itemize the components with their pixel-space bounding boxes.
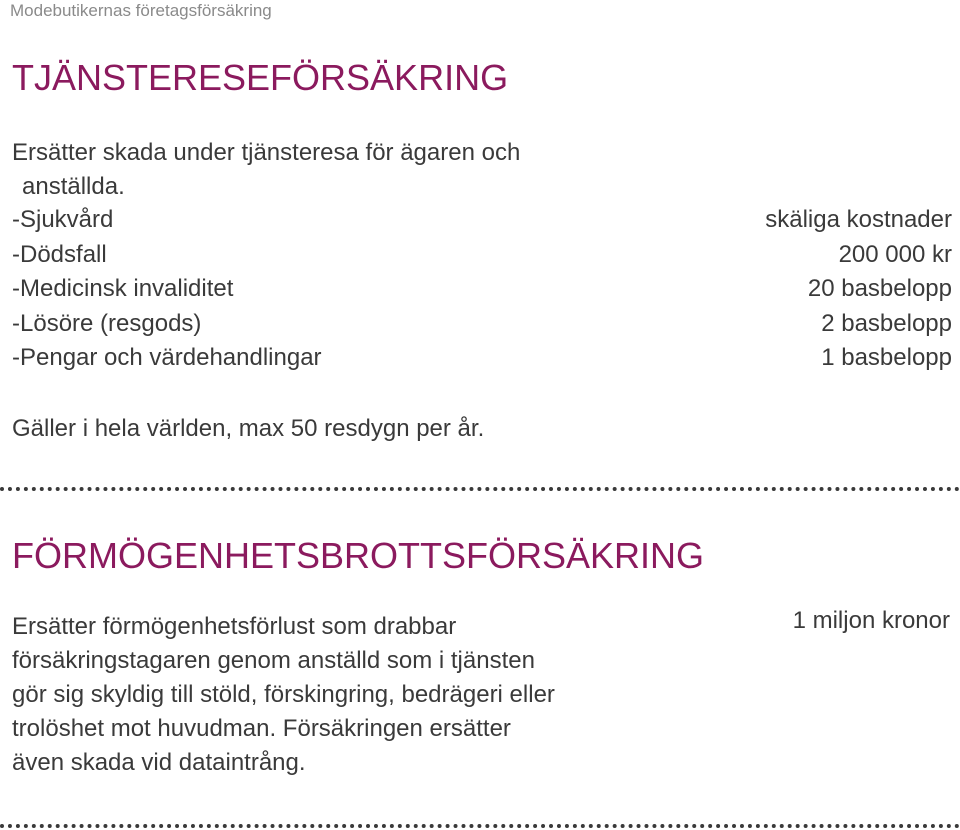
crime-line: trolöshet mot huvudman. Försäkringen ersätter — [12, 715, 511, 742]
section-title-travel-insurance: TJÄNSTERESEFÖRSÄKRING — [12, 57, 509, 98]
coverage-item — [12, 307, 952, 342]
dotted-divider — [0, 824, 960, 828]
coverage-item — [12, 341, 952, 376]
coverage-item — [12, 203, 952, 238]
crime-description — [12, 610, 652, 780]
crime-line: även skada vid dataintrång. — [12, 749, 306, 776]
coverage-label: -Pengar och värdehandlingar — [12, 344, 322, 371]
coverage-label: -Sjukvård — [12, 206, 114, 233]
coverage-list — [12, 203, 952, 376]
coverage-value: 20 basbelopp — [807, 275, 952, 302]
coverage-label: -Dödsfall — [12, 240, 107, 268]
crime-line: försäkringstagaren genom anställd som i tjänsten — [12, 647, 535, 674]
coverage-value: 200 000 kr — [838, 240, 952, 268]
coverage-label: -Medicinsk invaliditet — [12, 275, 234, 302]
coverage-value: skäliga kostnader — [765, 206, 952, 233]
coverage-label: -Lösöre (resgods) — [12, 309, 202, 337]
running-header: Modebutikernas företagsförsäkring — [10, 1, 272, 20]
crime-line: gör sig skyldig till stöld, förskingring, bedrägeri eller — [12, 681, 555, 708]
coverage-item — [12, 272, 952, 307]
travel-intro — [12, 136, 612, 204]
section-title-crime-insurance: FÖRMÖGENHETSBROTTSFÖRSÄKRING — [12, 535, 705, 576]
travel-intro-line-2: anställda. — [22, 173, 125, 200]
travel-intro-line-1: Ersätter skada under tjänsteresa för ägaren och — [12, 139, 521, 166]
travel-validity-note: Gäller i hela världen, max 50 resdygn per år. — [12, 415, 485, 442]
coverage-value: 2 basbelopp — [821, 309, 952, 337]
coverage-item — [12, 238, 952, 273]
dotted-divider — [0, 487, 960, 491]
coverage-value: 1 basbelopp — [821, 344, 952, 371]
crime-line: Ersätter förmögenhetsförlust som drabbar — [12, 613, 457, 640]
crime-coverage-amount: 1 miljon kronor — [792, 607, 950, 634]
